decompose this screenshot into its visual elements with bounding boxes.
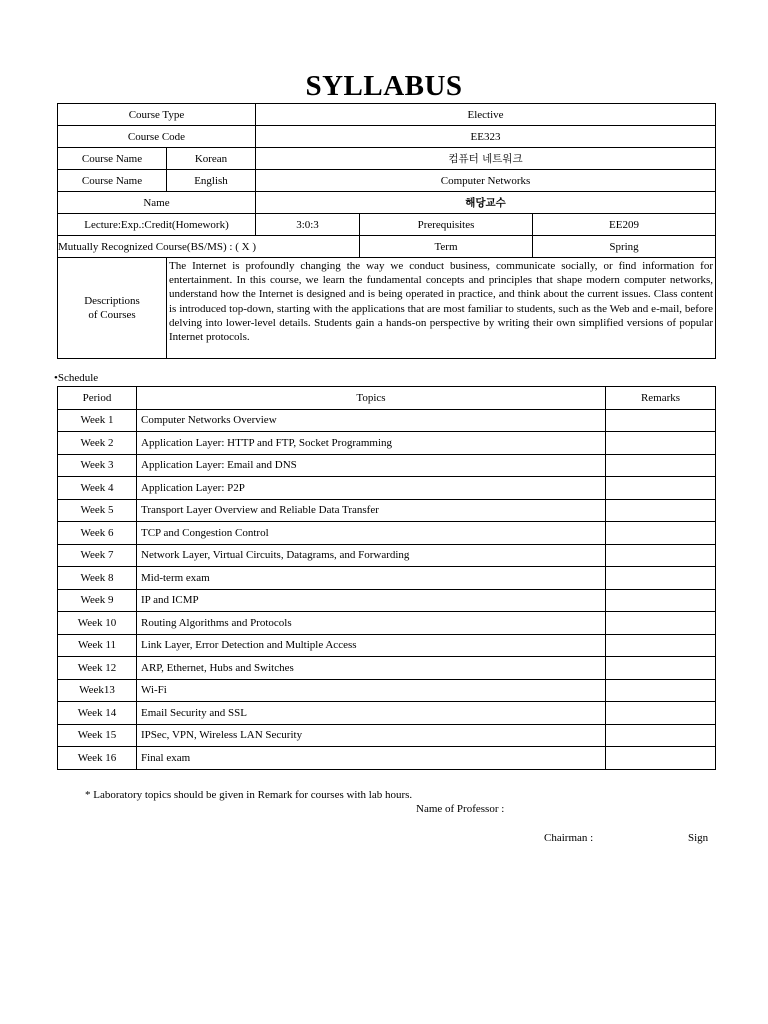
topic-cell: Email Security and SSL <box>137 702 606 725</box>
course-description: The Internet is profoundly changing the way we conduct business, communicate socially, or find information for entertainment. In this course, we learn the fundamental concepts and principles that shape modern computer networks, understand how the Internet is designed and is being operated in practice, and think about the current issues. Class content is introduced top-down, starting with the applications that are most familiar to students, such as the Web and e-mail, before delving into lower-level details. Students gain a hands-on perspective by writing their own simplified versions of popular Internet protocols. <box>167 258 716 359</box>
remark-cell <box>606 454 716 477</box>
schedule-row <box>58 724 716 747</box>
schedule-row <box>58 522 716 545</box>
description-label-line-2: of Courses <box>88 309 136 321</box>
remark-cell <box>606 522 716 545</box>
period-cell: Week 5 <box>58 499 137 522</box>
schedule-row <box>58 477 716 500</box>
topic-cell: IP and ICMP <box>137 589 606 612</box>
course-name-label: Course Name <box>58 170 167 192</box>
remark-cell <box>606 567 716 590</box>
period-cell: Week 15 <box>58 724 137 747</box>
name-value: 해당교수 <box>256 192 716 214</box>
topic-cell: Application Layer: P2P <box>137 477 606 500</box>
schedule-row <box>58 657 716 680</box>
schedule-row <box>58 544 716 567</box>
topic-cell: Link Layer, Error Detection and Multiple Access <box>137 634 606 657</box>
schedule-label: •Schedule <box>54 372 99 384</box>
remark-cell <box>606 634 716 657</box>
schedule-row <box>58 499 716 522</box>
topics-header: Topics <box>137 387 606 410</box>
remark-cell <box>606 679 716 702</box>
remark-cell <box>606 499 716 522</box>
description-row <box>58 258 716 359</box>
period-cell: Week 4 <box>58 477 137 500</box>
korean-name-value: 컴퓨터 네트워크 <box>256 148 716 170</box>
schedule-row <box>58 409 716 432</box>
topic-cell: Routing Algorithms and Protocols <box>137 612 606 635</box>
remark-cell <box>606 544 716 567</box>
schedule-row <box>58 589 716 612</box>
lecture-row <box>58 214 716 236</box>
remark-cell <box>606 747 716 770</box>
remark-cell <box>606 589 716 612</box>
period-cell: Week 3 <box>58 454 137 477</box>
topic-cell: Mid-term exam <box>137 567 606 590</box>
sign-label: Sign <box>688 832 709 844</box>
period-cell: Week 11 <box>58 634 137 657</box>
period-cell: Week 9 <box>58 589 137 612</box>
period-cell: Week 16 <box>58 747 137 770</box>
period-cell: Week 10 <box>58 612 137 635</box>
course-code-value: EE323 <box>256 126 716 148</box>
topic-cell: Final exam <box>137 747 606 770</box>
schedule-row <box>58 679 716 702</box>
mutual-term-row <box>58 236 716 258</box>
period-cell: Week 14 <box>58 702 137 725</box>
topic-cell: Transport Layer Overview and Reliable Data Transfer <box>137 499 606 522</box>
course-code-label: Course Code <box>58 126 256 148</box>
prerequisites-label: Prerequisites <box>360 214 533 236</box>
period-cell: Week 8 <box>58 567 137 590</box>
name-label: Name <box>58 192 256 214</box>
schedule-row <box>58 454 716 477</box>
course-name-label: Course Name <box>58 148 167 170</box>
period-cell: Week 2 <box>58 432 137 455</box>
english-label: English <box>167 170 256 192</box>
korean-label: Korean <box>167 148 256 170</box>
schedule-row <box>58 747 716 770</box>
remarks-header: Remarks <box>606 387 716 410</box>
lab-note: * Laboratory topics should be given in Remark for courses with lab hours. <box>85 789 413 801</box>
remark-cell <box>606 432 716 455</box>
topic-cell: TCP and Congestion Control <box>137 522 606 545</box>
schedule-row <box>58 702 716 725</box>
period-header: Period <box>58 387 137 410</box>
period-cell: Week 6 <box>58 522 137 545</box>
course-name-korean-row <box>58 148 716 170</box>
course-type-value: Elective <box>256 104 716 126</box>
remark-cell <box>606 657 716 680</box>
schedule-table <box>57 386 716 770</box>
term-label: Term <box>360 236 533 258</box>
period-cell: Week 1 <box>58 409 137 432</box>
course-type-row <box>58 104 716 126</box>
schedule-row <box>58 567 716 590</box>
topic-cell: Network Layer, Virtual Circuits, Datagrams, and Forwarding <box>137 544 606 567</box>
course-type-label: Course Type <box>58 104 256 126</box>
name-row <box>58 192 716 214</box>
period-cell: Week13 <box>58 679 137 702</box>
mutual-recognized-label: Mutually Recognized Course(BS/MS) : ( X ) <box>58 236 360 258</box>
schedule-row <box>58 634 716 657</box>
english-name-value: Computer Networks <box>256 170 716 192</box>
remark-cell <box>606 702 716 725</box>
topic-cell: ARP, Ethernet, Hubs and Switches <box>137 657 606 680</box>
topic-cell: Application Layer: Email and DNS <box>137 454 606 477</box>
page-title: SYLLABUS <box>305 70 463 102</box>
term-value: Spring <box>533 236 716 258</box>
schedule-row <box>58 432 716 455</box>
description-label-cell <box>58 258 167 359</box>
topic-cell: Application Layer: HTTP and FTP, Socket Programming <box>137 432 606 455</box>
lecture-value: 3:0:3 <box>256 214 360 236</box>
chairman-label: Chairman : <box>544 832 594 844</box>
topic-cell: Computer Networks Overview <box>137 409 606 432</box>
topic-cell: IPSec, VPN, Wireless LAN Security <box>137 724 606 747</box>
schedule-row <box>58 612 716 635</box>
schedule-header-row <box>58 387 716 410</box>
prerequisites-value: EE209 <box>533 214 716 236</box>
period-cell: Week 7 <box>58 544 137 567</box>
course-name-english-row <box>58 170 716 192</box>
remark-cell <box>606 477 716 500</box>
remark-cell <box>606 724 716 747</box>
course-info-table <box>57 103 716 359</box>
description-label-line-1: Descriptions <box>84 295 140 307</box>
topic-cell: Wi-Fi <box>137 679 606 702</box>
lecture-label: Lecture:Exp.:Credit(Homework) <box>58 214 256 236</box>
period-cell: Week 12 <box>58 657 137 680</box>
course-code-row <box>58 126 716 148</box>
professor-name-label: Name of Professor : <box>416 803 505 815</box>
remark-cell <box>606 612 716 635</box>
remark-cell <box>606 409 716 432</box>
